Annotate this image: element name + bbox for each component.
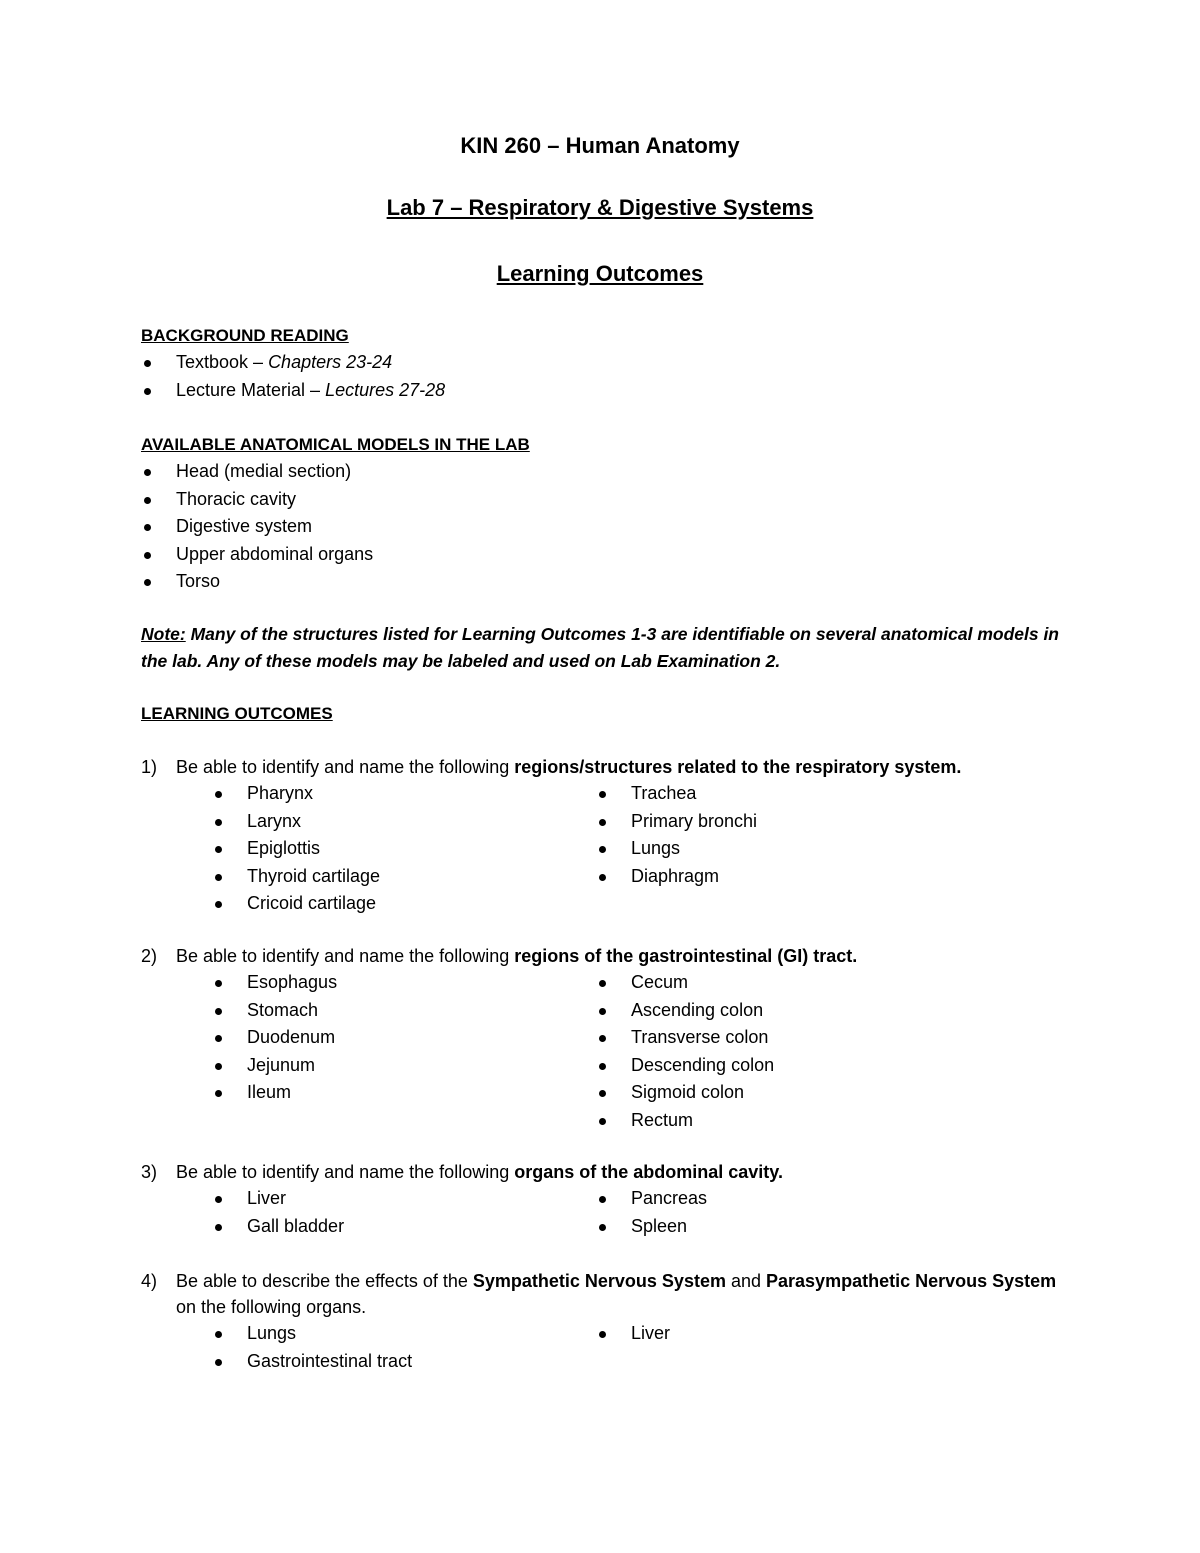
list-item: Sigmoid colon [596,1079,996,1107]
list-item: Primary bronchi [596,808,996,836]
course-title: KIN 260 – Human Anatomy [460,133,740,158]
list-item: Rectum [596,1107,996,1135]
list-item: Cricoid cartilage [212,890,596,918]
list-item: Transverse colon [596,1024,996,1052]
list-item [141,377,1081,405]
list-item: Duodenum [212,1024,596,1052]
outcome-4 [141,1268,1081,1375]
page-subtitle: Learning Outcomes [496,261,704,286]
models-section [141,432,1081,596]
list-item: Head (medial section) [141,458,1081,486]
reading-label: Textbook – [176,352,269,372]
list-item: Lungs [596,835,996,863]
outcome-number: 3) [141,1162,158,1182]
list-item: Digestive system [141,513,1081,541]
models-list [141,458,1081,596]
background-reading-section [141,323,1081,404]
list-item: Larynx [212,808,596,836]
list-item: Upper abdominal organs [141,541,1081,569]
list-item: Gastrointestinal tract [212,1348,596,1376]
outcome-4-right-list [596,1320,996,1348]
list-item: Thyroid cartilage [212,863,596,891]
list-item: Liver [212,1185,596,1213]
reading-label: Lecture Material – [176,379,326,400]
outcome-number: 2) [141,946,158,966]
note-paragraph [141,621,1081,675]
learning-outcomes-section [141,701,1081,727]
list-item [141,349,1081,377]
outcome-1-left-list [212,780,596,918]
outcome-text: Be able to identify and name the following organs of the abdominal cavity. [176,1162,783,1182]
learning-outcomes-heading: LEARNING OUTCOMES [141,704,333,723]
list-item: Epiglottis [212,835,596,863]
list-item: Lungs [212,1320,596,1348]
outcome-3 [141,1159,1081,1240]
reading-detail: Lectures 27-28 [325,379,446,400]
list-item: Pancreas [596,1185,996,1213]
note-label: Note: [141,624,186,644]
list-item: Diaphragm [596,863,996,891]
list-item: Spleen [596,1213,996,1241]
list-item: Ascending colon [596,997,996,1025]
outcome-3-left-list [212,1185,596,1240]
list-item: Thoracic cavity [141,486,1081,514]
list-item: Ileum [212,1079,596,1107]
list-item: Descending colon [596,1052,996,1080]
outcome-number: 1) [141,757,158,777]
outcome-3-right-list [596,1185,996,1240]
outcome-1-right-list [596,780,996,890]
models-heading: AVAILABLE ANATOMICAL MODELS IN THE LAB [141,435,530,454]
background-reading-heading: BACKGROUND READING [141,326,349,345]
outcome-text: Be able to describe the effects of the Sympathetic Nervous System and Parasympathetic Nervous System on the following organs. [176,1271,1057,1317]
outcome-2-right-list [596,969,996,1134]
list-item: Liver [596,1320,996,1348]
outcome-text: Be able to identify and name the following regions of the gastrointestinal (GI) tract. [176,946,858,966]
list-item: Torso [141,568,1081,596]
list-item: Esophagus [212,969,596,997]
note-text: Many of the structures listed for Learning Outcomes 1-3 are identifiable on several anatomical models in the lab. Any of these models may be labeled and used on Lab Examination 2. [141,624,1060,671]
outcome-2-left-list [212,969,596,1107]
outcome-number: 4) [141,1271,158,1291]
list-item: Gall bladder [212,1213,596,1241]
outcome-text: Be able to identify and name the following regions/structures related to the respiratory system. [176,757,962,777]
outcome-2 [141,943,1081,1134]
outcome-4-left-list [212,1320,596,1375]
list-item: Cecum [596,969,996,997]
outcome-1 [141,754,1081,918]
list-item: Stomach [212,997,596,1025]
list-item: Jejunum [212,1052,596,1080]
background-reading-list [141,349,1081,404]
reading-detail: Chapters 23-24 [268,352,393,372]
list-item: Trachea [596,780,996,808]
lab-title: Lab 7 – Respiratory & Digestive Systems [386,195,814,220]
list-item: Pharynx [212,780,596,808]
